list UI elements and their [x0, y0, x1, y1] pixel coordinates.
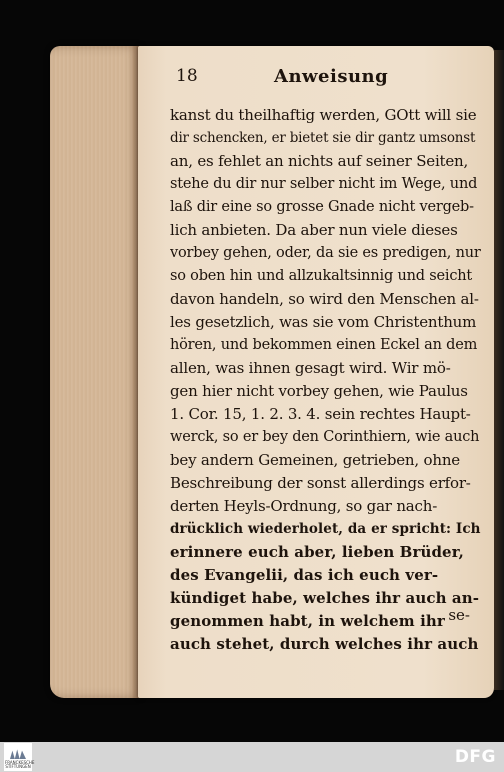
text-line: des Evangelii, das ich euch ver- — [170, 566, 439, 584]
text-block — [170, 104, 482, 656]
next-page-edge — [494, 50, 504, 690]
text-line: kündiget habe, welches ihr auch an- — [170, 589, 480, 607]
text-line: genommen habt, in welchem ihr — [170, 612, 445, 630]
institution-logo-icon[interactable] — [4, 743, 35, 771]
book-page-edges — [50, 46, 140, 698]
text-line: laß dir eine so grosse Gnade nicht vergeb- — [170, 199, 474, 215]
text-line: so oben hin und allzukaltsinnig und seicht — [170, 268, 473, 284]
text-line: 1. Cor. 15, 1. 2. 3. 4. sein rechtes Haupt- — [170, 405, 471, 423]
text-line: auch stehet, durch welches ihr auch — [170, 635, 479, 653]
text-line: dir schencken, er bietet sie dir gantz umsonst — [170, 130, 476, 146]
text-line: stehe du dir nur selber nicht im Wege, und — [170, 176, 478, 192]
text-line: allen, was ihnen gesagt wird. Wir mö- — [170, 359, 451, 377]
text-line: les gesetzlich, was sie vom Christenthum — [170, 313, 477, 331]
text-line: kanst du theilhaftig werden, GOtt will sie — [170, 106, 477, 124]
logo-mark-icon — [10, 747, 26, 759]
text-line: davon handeln, so wird den Menschen al- — [170, 290, 479, 308]
text-line: vorbey gehen, oder, da sie es predigen, nur — [170, 245, 481, 261]
page-number: 18 — [176, 66, 198, 86]
text-line: gen hier nicht vorbey gehen, wie Paulus — [170, 382, 468, 400]
footer-bar — [0, 742, 504, 772]
catchword: se- — [448, 606, 470, 624]
book-page — [138, 46, 494, 698]
logo-text: FRANCKESCHE STIFTUNGEN — [5, 760, 35, 769]
text-line: Beschreibung der sonst allerdings erfor- — [170, 474, 471, 492]
text-line: hören, und bekommen einen Eckel an dem — [170, 337, 478, 353]
text-line: lich anbieten. Da aber nun viele dieses — [170, 221, 458, 239]
text-line: werck, so er bey den Corinthiern, wie auch — [170, 429, 480, 445]
text-line: derten Heyls-Ordnung, so gar nach- — [170, 497, 438, 515]
running-title: Anweisung — [274, 66, 389, 87]
text-line: erinnere euch aber, lieben Brüder, — [170, 543, 464, 561]
text-line: drücklich wiederholet, da er spricht: Ich — [170, 521, 481, 537]
running-head — [138, 66, 494, 94]
dfg-logo[interactable]: DFG — [454, 747, 496, 767]
text-line: bey andern Gemeinen, getrieben, ohne — [170, 451, 460, 469]
text-line: an, es fehlet an nichts auf seiner Seiten, — [170, 152, 469, 170]
